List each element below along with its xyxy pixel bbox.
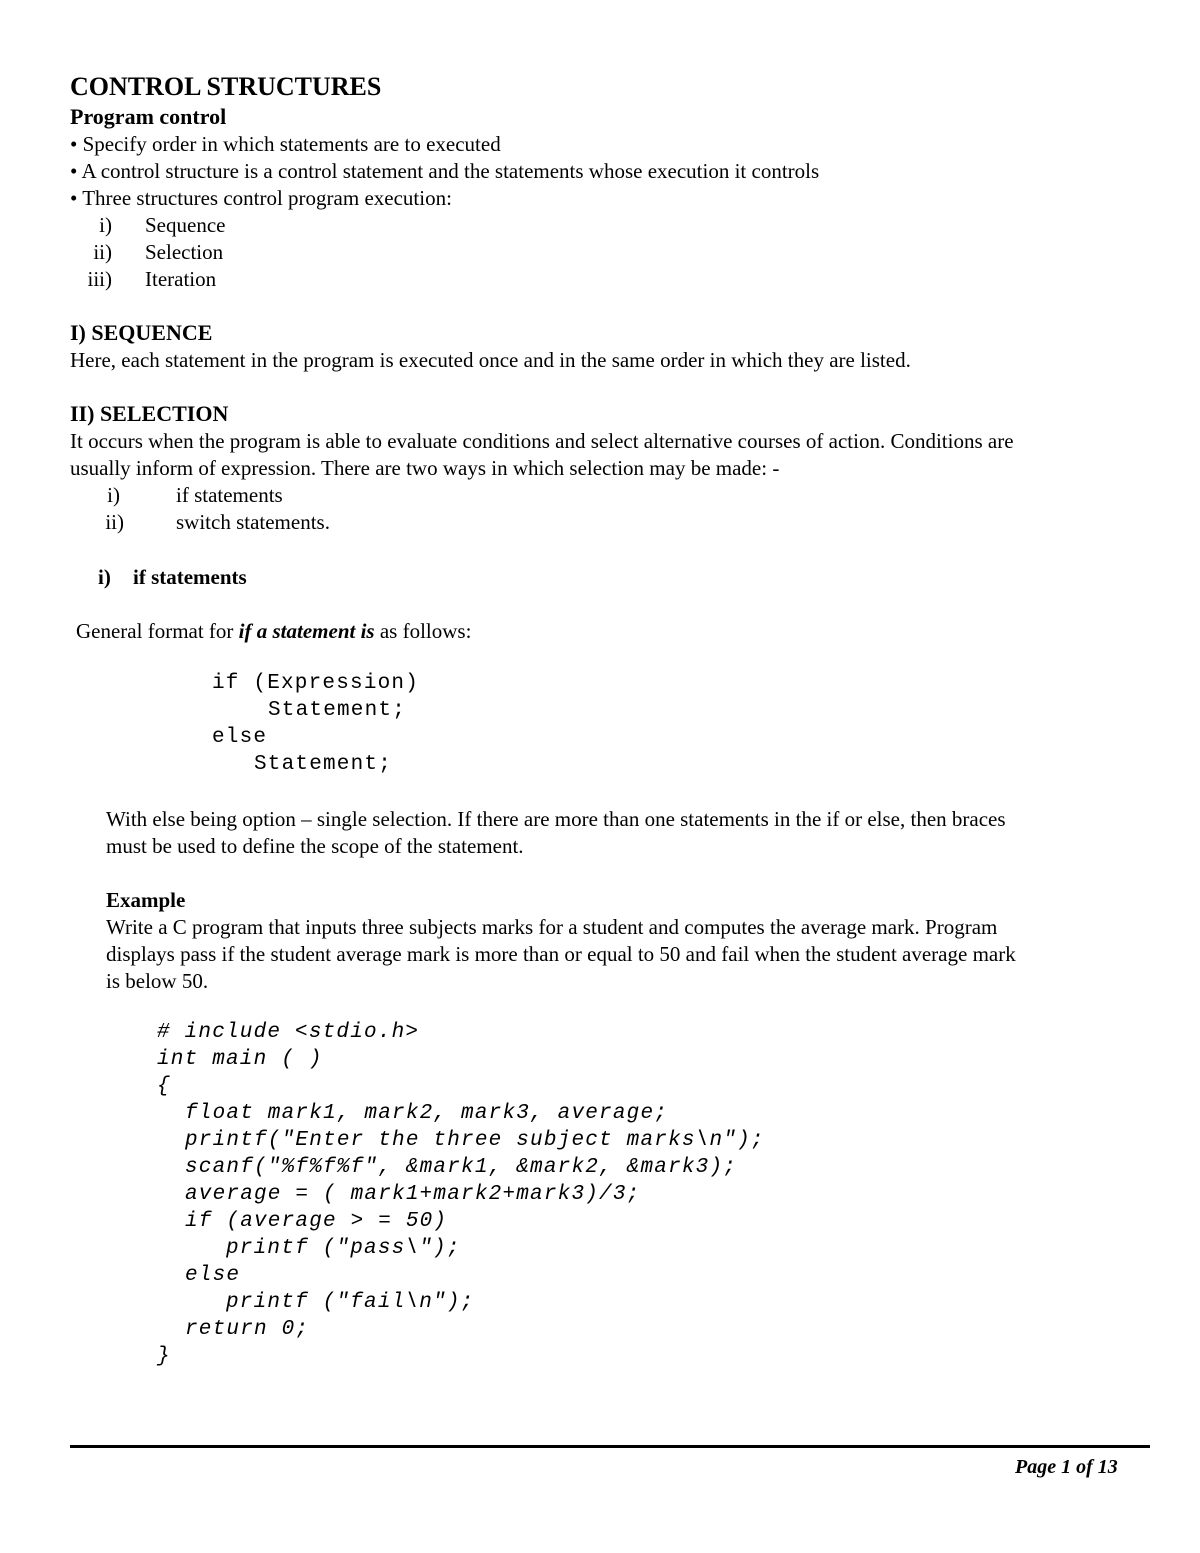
format-suffix: as follows: xyxy=(374,619,472,643)
bullet-item: • Three structures control program execution: xyxy=(70,186,452,210)
code-line: float mark1, mark2, mark3, average; xyxy=(185,1102,669,1125)
code-line: else xyxy=(185,1264,241,1287)
list-number: ii) xyxy=(93,240,112,264)
list-item: Iteration xyxy=(145,267,217,291)
example-text-line: Write a C program that inputs three subjects marks for a student and computes the average mark. Program xyxy=(106,915,998,939)
example-text-line: is below 50. xyxy=(106,969,209,993)
list-item: switch statements. xyxy=(176,510,330,534)
code-line: { xyxy=(157,1075,171,1098)
note-line: must be used to define the scope of the statement. xyxy=(106,834,524,858)
if-heading-number: i) xyxy=(98,565,111,589)
bullet-item: • Specify order in which statements are to executed xyxy=(70,132,501,156)
code-line: return 0; xyxy=(185,1318,310,1341)
selection-text-line: usually inform of expression. There are two ways in which selection may be made: - xyxy=(70,456,780,480)
list-number: ii) xyxy=(105,510,124,534)
code-line: Statement; xyxy=(268,699,407,722)
general-format-line xyxy=(76,618,471,645)
page-number: Page 1 of 13 xyxy=(1015,1456,1118,1478)
code-line: if (average > = 50) xyxy=(185,1210,448,1233)
code-line: } xyxy=(157,1345,171,1368)
note-line: With else being option – single selection. If there are more than one statements in the if or else, then braces xyxy=(106,807,1006,831)
page-title: CONTROL STRUCTURES xyxy=(70,72,382,101)
code-line: average = ( mark1+mark2+mark3)/3; xyxy=(185,1183,641,1206)
code-line: if (Expression) xyxy=(212,672,420,695)
sequence-heading: I) SEQUENCE xyxy=(70,320,213,345)
code-line: printf ("pass\"); xyxy=(226,1237,461,1260)
selection-text-line: It occurs when the program is able to evaluate conditions and select alternative courses of action. Conditions are xyxy=(70,429,1014,453)
example-text-line: displays pass if the student average mark is more than or equal to 50 and fail when the student average mark xyxy=(106,942,1016,966)
list-item: if statements xyxy=(176,483,283,507)
code-line: scanf("%f%f%f", &mark1, &mark2, &mark3); xyxy=(185,1156,738,1179)
list-number: i) xyxy=(107,483,120,507)
footer-divider xyxy=(70,1445,1150,1448)
format-emphasis: if a statement is xyxy=(238,619,375,643)
code-line: # include <stdio.h> xyxy=(157,1021,420,1044)
if-heading: if statements xyxy=(133,565,247,589)
selection-heading: II) SELECTION xyxy=(70,401,229,426)
bullet-item: • A control structure is a control statement and the statements whose execution it controls xyxy=(70,159,820,183)
code-line: Statement; xyxy=(254,753,393,776)
format-prefix: General format for xyxy=(76,619,239,643)
program-control-heading: Program control xyxy=(70,104,227,129)
code-line: printf("Enter the three subject marks\n"); xyxy=(185,1129,765,1152)
sequence-text: Here, each statement in the program is executed once and in the same order in which they are listed. xyxy=(70,348,911,372)
list-number: i) xyxy=(99,213,112,237)
code-line: else xyxy=(212,726,268,749)
example-heading: Example xyxy=(106,888,186,912)
list-item: Sequence xyxy=(145,213,226,237)
list-item: Selection xyxy=(145,240,224,264)
code-line: int main ( ) xyxy=(157,1048,323,1071)
list-number: iii) xyxy=(87,267,112,291)
code-line: printf ("fail\n"); xyxy=(226,1291,475,1314)
